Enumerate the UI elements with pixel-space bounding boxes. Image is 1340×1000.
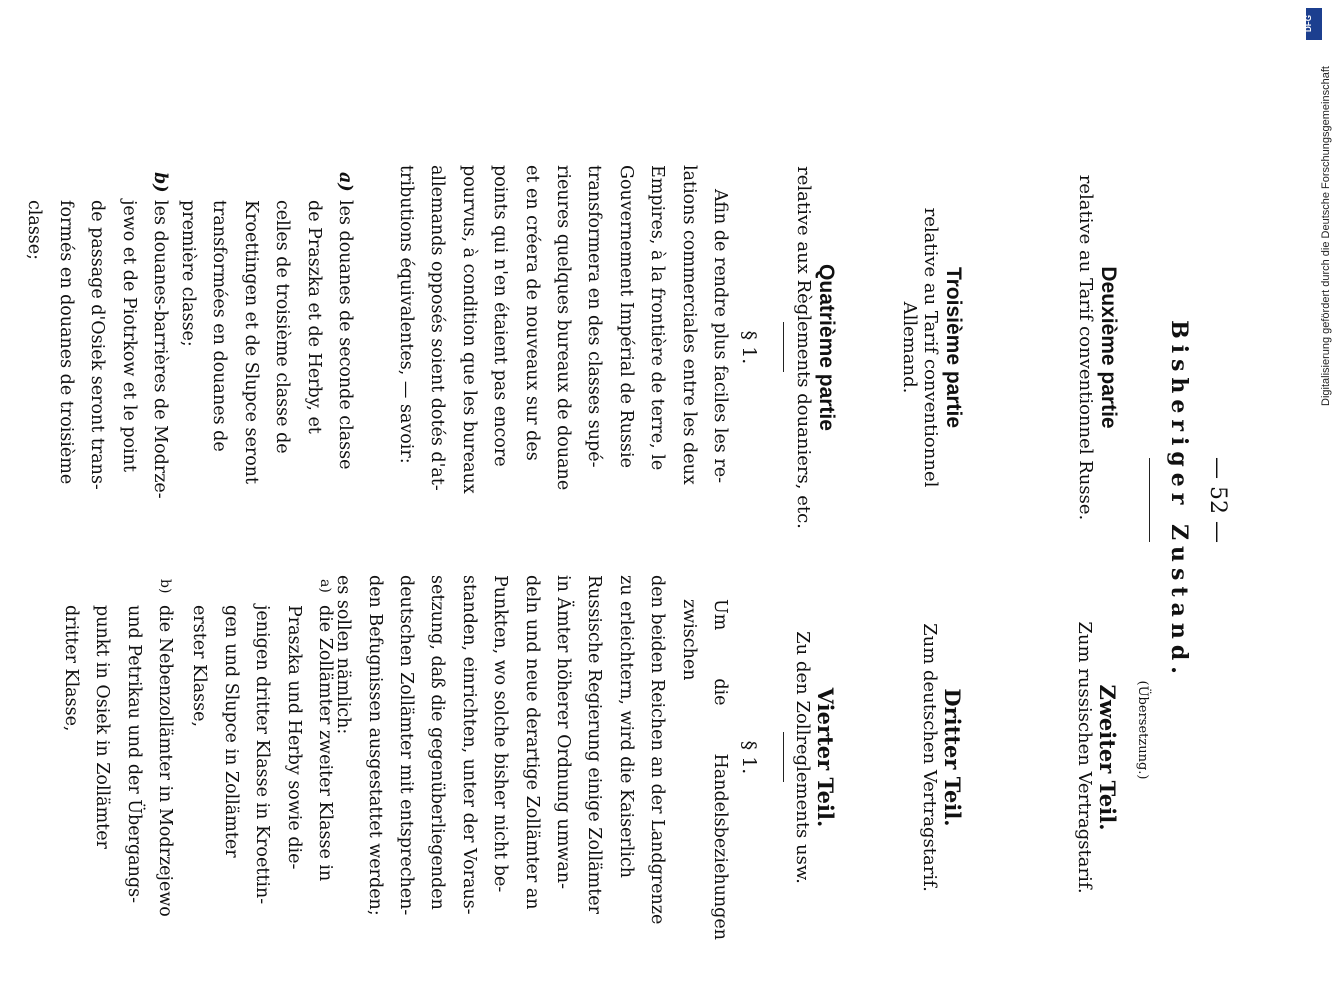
de-para-line: Um die Handelsbeziehungen zwischen bbox=[678, 599, 730, 940]
fr-part4-sub: relative aux Règlements douaniers, etc. bbox=[793, 166, 814, 529]
fr-para-line: et en créera de nouveaux sur des bbox=[521, 165, 542, 461]
de-para-line: den beiden Reichen an der Landgrenze bbox=[647, 575, 668, 925]
de-part3 bbox=[919, 575, 965, 940]
de-part4-sub: Zu den Zollreglements usw. bbox=[792, 631, 813, 884]
fr-part4-heading: Quatrième partie bbox=[815, 264, 838, 431]
de-para-line: in Ämter höherer Ordnung umwan- bbox=[552, 575, 573, 890]
de-item-line: die Zollämter zweiter Klasse in bbox=[315, 605, 335, 882]
de-item-line: die Nebenzollämter in Modrzejewo bbox=[155, 605, 175, 917]
de-item-line: gen und Slupce in Zollämter bbox=[220, 605, 241, 858]
de-item-b-label: b) bbox=[157, 579, 173, 594]
fr-item-line: formés en douanes de troisième bbox=[55, 200, 76, 485]
page-title: Bisheriger Zustand. bbox=[1166, 320, 1192, 680]
credit-text: Digitalisierung gefördert durch die Deutsche Forschungsgemeinschaft bbox=[1320, 66, 1332, 406]
fr-para-line: transformera en des classes supé- bbox=[584, 165, 605, 468]
fr-item-line: transformées en douanes de bbox=[209, 200, 230, 452]
de-item-line: dritter Klasse, bbox=[60, 605, 81, 732]
fr-paragraph bbox=[390, 165, 735, 530]
fr-para-line: Empires, à la frontière de terre, le bbox=[647, 165, 668, 471]
de-item-line: erster Klasse, bbox=[189, 605, 210, 728]
fr-para-line: Afin de rendre plus faciles les re- bbox=[710, 189, 730, 483]
de-part2-sub: Zum russischen Vertragstarif. bbox=[1074, 621, 1095, 894]
de-para-line: es sollen nämlich: bbox=[333, 575, 354, 735]
de-item-line: jenigen dritter Klasse in Kroettin- bbox=[252, 605, 273, 905]
fr-section-number: § 1. bbox=[738, 330, 760, 365]
fr-item-b-label: b) bbox=[150, 172, 170, 193]
fr-item-line: les douanes de seconde classe bbox=[335, 200, 355, 470]
fr-para-line: allemands opposés soient dotés d'at- bbox=[427, 165, 448, 491]
de-item-line: Praszka und Herby sowie die- bbox=[283, 605, 304, 870]
fr-item-line: Kroettingen et de Slupce seront bbox=[240, 200, 261, 485]
de-part2 bbox=[1074, 575, 1120, 940]
de-item-b bbox=[54, 579, 180, 940]
fr-part3-heading: Troisième partie bbox=[942, 266, 965, 429]
fr-para-line: points qui n'en étaient pas encore bbox=[490, 165, 511, 467]
de-para-line: deln und neue derartige Zollämter an bbox=[521, 575, 542, 910]
de-para-line: Punkten, wo solche bisher nicht be- bbox=[490, 575, 511, 893]
fr-item-a bbox=[172, 172, 360, 530]
fr-para-line: pourvus, à condition que les bureaux bbox=[458, 165, 479, 494]
de-item-a bbox=[183, 579, 340, 940]
fr-item-line: de passage d'Osiek seront trans- bbox=[87, 200, 108, 490]
fr-item-line: classe; bbox=[24, 200, 45, 261]
fr-item-line: de Praszka et de Herby, et bbox=[303, 200, 324, 434]
page-number: — 52 — bbox=[1205, 457, 1230, 543]
de-para-line: standen, einrichten, unter der Voraus- bbox=[458, 575, 479, 915]
dfg-logo bbox=[1303, 8, 1322, 40]
de-item-line: und Petrikau und der Übergangs- bbox=[123, 605, 144, 903]
fr-part2-sub: relative au Tarif conventionnel Russe. bbox=[1075, 174, 1096, 521]
fr-part3 bbox=[899, 165, 965, 530]
de-part3-heading: Dritter Teil. bbox=[940, 688, 965, 827]
fr-item-line: les douanes-barrières de Modrze- bbox=[150, 200, 170, 499]
fr-item-line: jewo et de Piotrkow et le point bbox=[118, 200, 139, 473]
fr-para-line: Gouvernement Impérial de Russie bbox=[615, 165, 636, 468]
fr-item-line: celles de troisième classe de bbox=[272, 200, 293, 454]
fr-para-line: tributions équivalentes, — savoir: bbox=[395, 165, 416, 464]
fr-para-line: rieures quelques bureaux de douane bbox=[552, 165, 573, 491]
de-para-line: setzung, daß die gegenüberliegenden bbox=[427, 575, 448, 910]
fr-item-line: première classe; bbox=[177, 200, 198, 347]
de-part4 bbox=[792, 575, 838, 940]
fr-part3-sub: relative au Tarif conventionnel Allemand. bbox=[899, 207, 941, 488]
fr-part4-rule bbox=[783, 165, 784, 530]
de-para-line: Russische Regierung einige Zollämter bbox=[584, 575, 605, 914]
de-paragraph bbox=[327, 575, 735, 940]
dfg-logo-text: DFG bbox=[1303, 15, 1313, 32]
de-part3-sub: Zum deutschen Vertragstarif. bbox=[919, 623, 940, 892]
fr-para-line: lations commerciales entre les deux bbox=[678, 165, 699, 485]
de-item-a-label: a) bbox=[317, 579, 333, 593]
fr-item-b bbox=[18, 172, 175, 530]
de-para-line: zu erleichtern, wird die Kaiserlich bbox=[615, 575, 636, 879]
de-para-line: den Befugnissen ausgestattet werden; bbox=[364, 575, 385, 916]
translation-note: (Übersetzung.) bbox=[1135, 680, 1150, 780]
fr-part2 bbox=[1075, 165, 1120, 530]
fr-part2-heading: Deuxième partie bbox=[1097, 266, 1120, 429]
fr-part4 bbox=[793, 165, 838, 530]
de-part4-rule bbox=[783, 575, 784, 940]
de-section-number: § 1. bbox=[738, 740, 760, 775]
title-rule bbox=[1149, 458, 1150, 542]
fr-item-a-label: a) bbox=[335, 172, 355, 192]
de-para-line: deutschen Zollämter mit entsprechen- bbox=[395, 575, 416, 916]
de-part2-heading: Zweiter Teil. bbox=[1095, 684, 1120, 831]
de-part4-heading: Vierter Teil. bbox=[813, 687, 838, 828]
de-item-line: punkt in Osiek in Zollämter bbox=[92, 605, 113, 849]
digitization-credit bbox=[1300, 8, 1332, 408]
